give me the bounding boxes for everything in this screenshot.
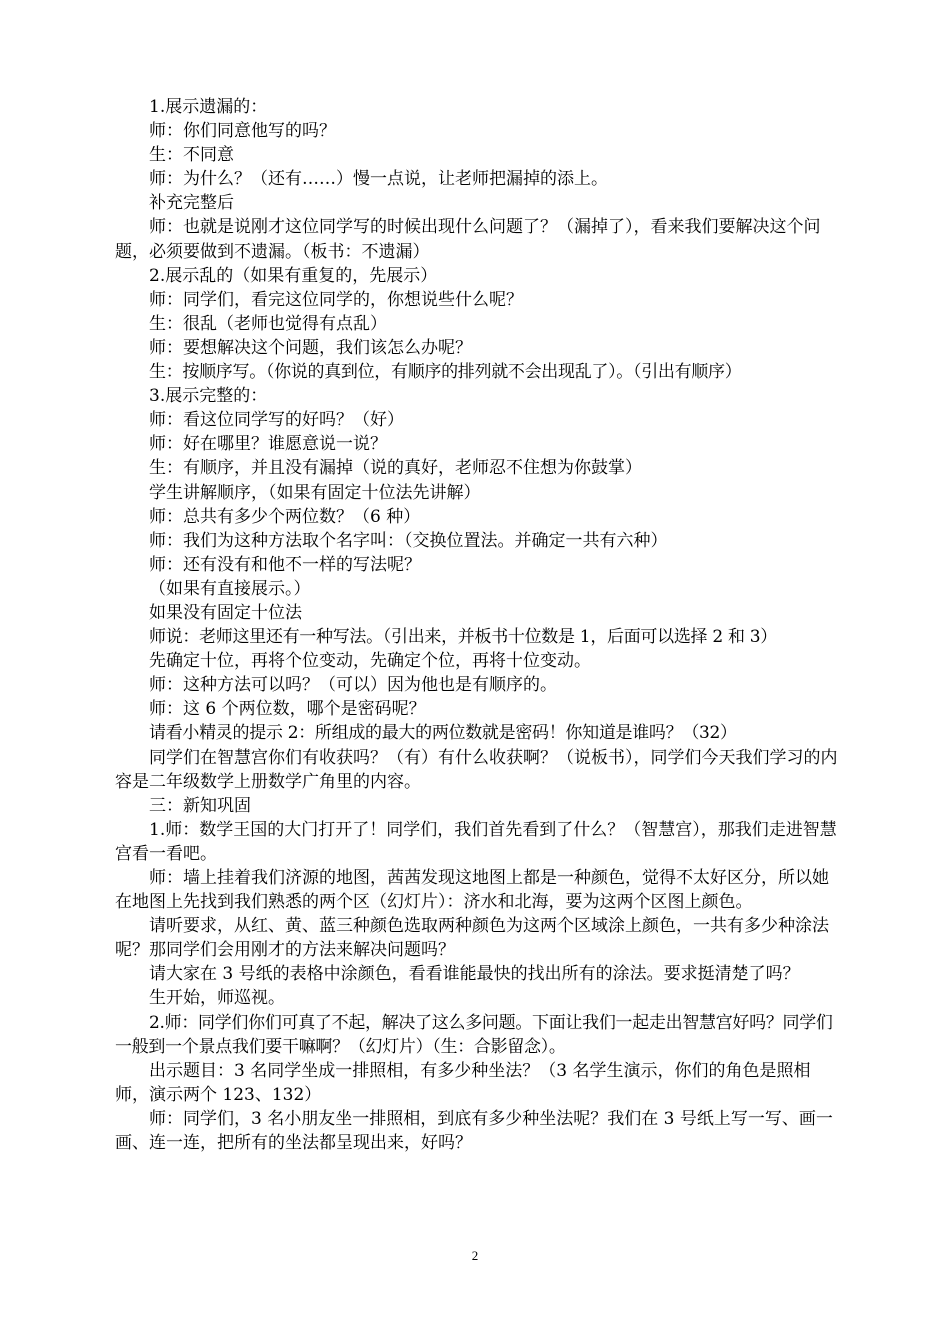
paragraph: 学生讲解顺序，（如果有固定十位法先讲解）: [149, 482, 481, 503]
page-number: 2: [471, 1248, 479, 1263]
paragraph: 师：好在哪里？谁愿意说一说？: [149, 434, 387, 455]
paragraph: 师说：老师这里还有一种写法。（引出来，并板书十位数是 1，后面可以选择 2 和 3）: [149, 627, 777, 648]
paragraph: 生：不同意: [149, 145, 234, 166]
paragraph: 师：也就是说刚才这位同学写的时候出现什么问题了？（漏掉了），看来我们要解决这个问题，必须要做到不遗漏。（板书：不遗漏）: [115, 217, 821, 262]
paragraph: 生：按顺序写。（你说的真到位，有顺序的排列就不会出现乱了）。（引出有顺序）: [149, 362, 742, 383]
paragraph: 师：同学们，看完这位同学的，你想说些什么呢？: [149, 289, 523, 310]
paragraph: 师：墙上挂着我们济源的地图，茜茜发现这地图上都是一种颜色，觉得不太好区分，所以她在地图上先找到我们熟悉的两个区（幻灯片）：济水和北海，要为这两个区图上颜色。: [115, 868, 829, 913]
paragraph: 师：同学们，3 名小朋友坐一排照相，到底有多少种坐法呢？我们在 3 号纸上写一写、画一画、连一连，把所有的坐法都呈现出来，好吗？: [115, 1108, 833, 1154]
paragraph: 师：为什么？（还有……）慢一点说，让老师把漏掉的添上。: [149, 169, 608, 190]
paragraph: 师：看这位同学写的好吗？（好）: [149, 410, 404, 431]
paragraph: 同学们在智慧宫你们有收获吗？（有）有什么收获啊？（说板书），同学们今天我们学习的内容是二年级数学上册数学广角里的内容。: [115, 747, 838, 792]
paragraph: 补充完整后: [149, 193, 234, 214]
paragraph: 1.师：数学王国的大门打开了！同学们，我们首先看到了什么？（智慧宫），那我们走进智慧宫看一看吧。: [115, 819, 837, 864]
paragraph: 师：还有没有和他不一样的写法呢？: [149, 554, 421, 575]
paragraph: 请听要求，从红、黄、蓝三种颜色选取两种颜色为这两个区域涂上颜色，一共有多少种涂法呢？那同学们会用刚才的方法来解决问题吗？: [115, 916, 829, 961]
paragraph: 师：你们同意他写的吗？: [149, 121, 336, 142]
paragraph: 出示题目：3 名同学坐成一排照相，有多少种坐法？（3 名学生演示，你们的角色是照相师，演示两个 123、132）: [115, 1060, 811, 1105]
paragraph: 先确定十位，再将个位变动，先确定个位，再将十位变动。: [149, 651, 591, 672]
paragraph: 2.师：同学们你们可真了不起，解决了这么多问题。下面让我们一起走出智慧宫好吗？同学们一般到一个景点我们要干嘛啊？（幻灯片）（生：合影留念）。: [115, 1012, 833, 1057]
paragraph: 师：要想解决这个问题，我们该怎么办呢？: [149, 337, 472, 358]
document-body: [115, 95, 841, 1155]
paragraph: 请大家在 3 号纸的表格中涂颜色，看看谁能最快的找出所有的涂法。要求挺清楚了吗？: [149, 964, 800, 985]
section-heading: 三：新知巩固: [149, 795, 251, 816]
paragraph: 生开始，师巡视。: [149, 988, 285, 1009]
paragraph: 1.展示遗漏的：: [149, 97, 268, 117]
paragraph: （如果有直接展示。）: [149, 578, 311, 599]
paragraph: 3.展示完整的：: [149, 386, 268, 407]
paragraph: 师：我们为这种方法取个名字叫：（交换位置法。并确定一共有六种）: [149, 530, 668, 551]
paragraph: 生：有顺序，并且没有漏掉（说的真好，老师忍不住想为你鼓掌）: [149, 458, 642, 479]
paragraph: 师：这 6 个两位数，哪个是密码呢？: [149, 699, 426, 720]
paragraph: 师：这种方法可以吗？（可以）因为他也是有顺序的。: [149, 675, 557, 696]
paragraph: 请看小精灵的提示 2：所组成的最大的两位数就是密码！你知道是谁吗？（32）: [149, 723, 737, 744]
paragraph: 师：总共有多少个两位数？（6 种）: [149, 506, 421, 527]
paragraph: 生：很乱（老师也觉得有点乱）: [149, 313, 387, 334]
paragraph: 如果没有固定十位法: [149, 602, 302, 623]
paragraph: 2.展示乱的（如果有重复的，先展示）: [149, 265, 438, 286]
